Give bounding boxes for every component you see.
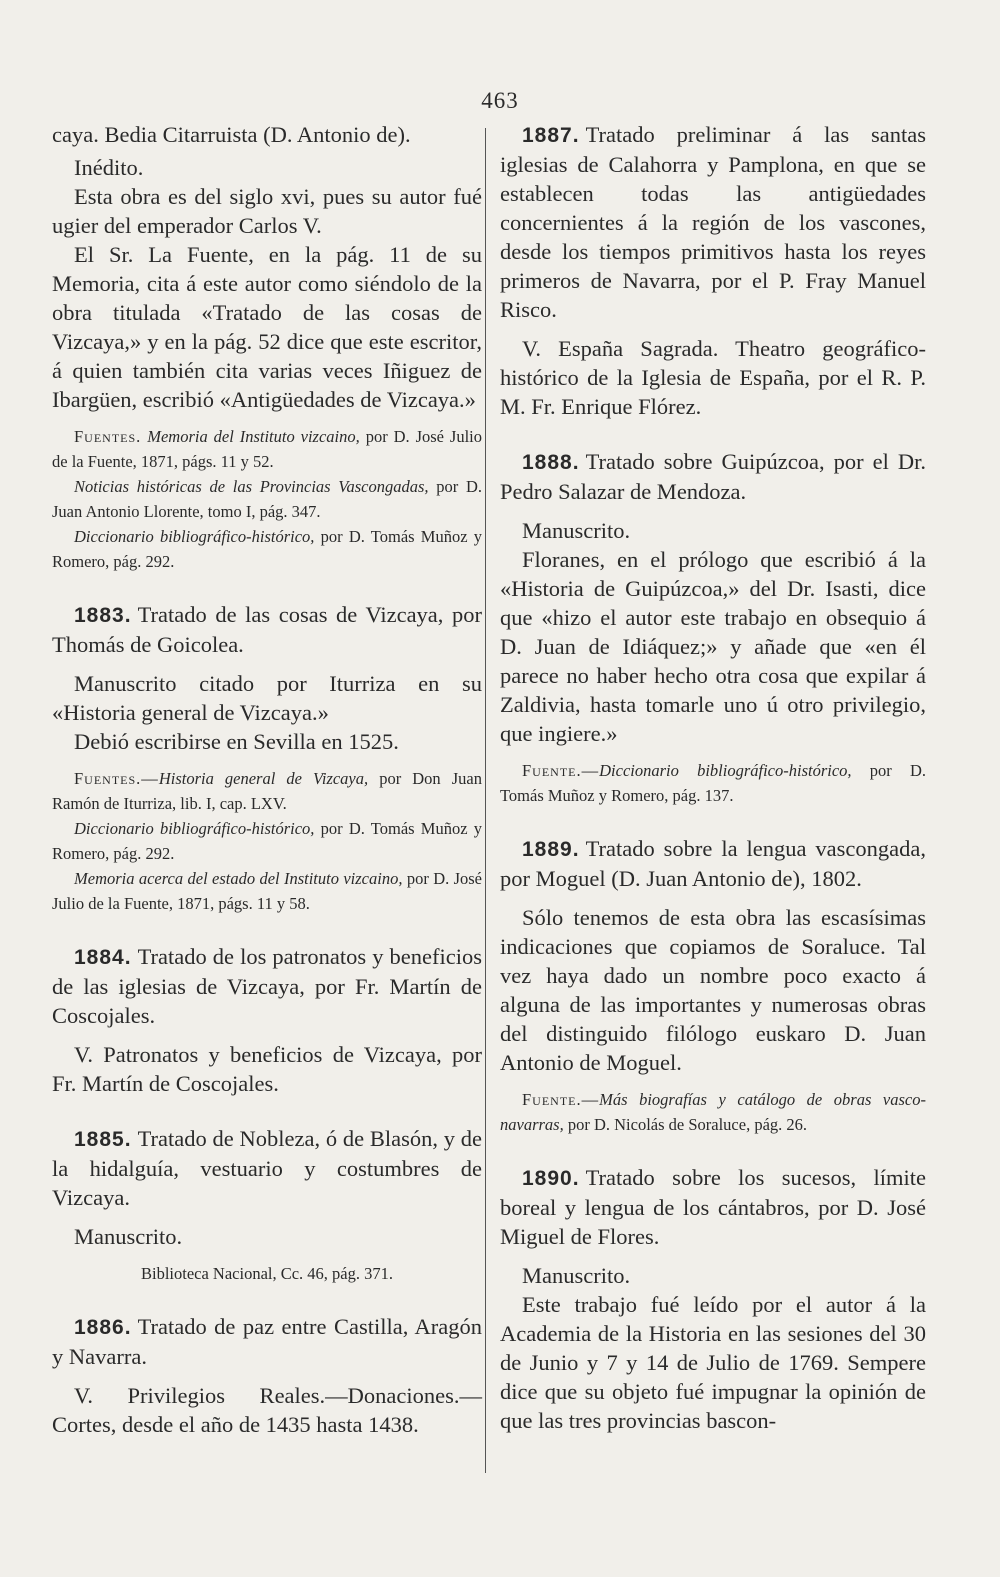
left-column <box>52 120 482 1439</box>
entry-1883 <box>52 600 482 916</box>
paragraph: Inédito. <box>74 155 144 180</box>
intro-line: caya. Bedia Citarruista (D. Antonio de). <box>52 122 411 147</box>
entry-number: 1886. <box>74 1316 132 1339</box>
right-column <box>500 120 926 1435</box>
entry-heading: 1885. Tratado de Nobleza, ó de Blasón, y de la hidalguía, vestuario y costumbres de Vizcaya. <box>52 1126 482 1210</box>
entry-number: 1889. <box>522 838 580 861</box>
entry-heading: 1884. Tratado de los patronatos y beneficios de las iglesias de Vizcaya, por Fr. Martín de Coscojales. <box>52 944 482 1028</box>
source-citation: Fuentes.—Historia general de Vizcaya, por Don Juan Ramón de Iturriza, lib. I, cap. LXV. <box>52 769 482 813</box>
entry-1884 <box>52 942 482 1098</box>
entry-1885 <box>52 1124 482 1286</box>
entry-number: 1883. <box>74 604 132 627</box>
paragraph: Esta obra es del siglo xvi, pues su autor fué ugier del emperador Carlos V. <box>52 184 482 238</box>
entry-number: 1887. <box>522 124 580 147</box>
location-note: Biblioteca Nacional, Cc. 46, pág. 371. <box>140 1264 394 1283</box>
entry-1888 <box>500 447 926 808</box>
entry-number: 1890. <box>522 1167 580 1190</box>
source-citation: Diccionario bibliográfico-histórico, por D. Tomás Muñoz y Romero, pág. 292. <box>52 819 482 863</box>
entry-heading: 1889. Tratado sobre la lengua vascongada, por Moguel (D. Juan Antonio de), 1802. <box>500 836 926 891</box>
source-citation: Fuente.—Diccionario bibliográfico-histórico, por D. Tomás Muñoz y Romero, pág. 137. <box>500 761 926 805</box>
entry-1890 <box>500 1163 926 1435</box>
paragraph: Debió escribirse en Sevilla en 1525. <box>74 729 399 754</box>
paragraph: Manuscrito citado por Iturriza en su «Historia general de Vizcaya.» <box>52 671 482 725</box>
paragraph: Floranes, en el prólogo que escribió á la «Historia de Guipúzcoa,» del Dr. Isasti, dice que «hizo el autor este trabajo en obsequio á D. Juan de Idiáquez;» y añade que «en él parece no haber hecho otra cosa que expilar á Zaldivia, hasta tomarle uno ú otro privilegio, que ingiere.» <box>500 547 926 746</box>
entry-1887 <box>500 120 926 421</box>
entry-1889 <box>500 834 926 1137</box>
entry-heading: 1890. Tratado sobre los sucesos, límite boreal y lengua de los cántabros, por D. José Miguel de Flores. <box>500 1165 926 1249</box>
source-citation: Fuente.—Más biografías y catálogo de obras vasco-navarras, por D. Nicolás de Soraluce, pág. 26. <box>500 1090 926 1134</box>
source-citation: Noticias históricas de las Provincias Vascongadas, por D. Juan Antonio Llorente, tomo I, pág. 347. <box>52 477 482 521</box>
source-citation: Memoria acerca del estado del Instituto vizcaino, por D. José Julio de la Fuente, 1871, págs. 11 y 58. <box>52 869 483 913</box>
paragraph: V. España Sagrada. Theatro geográfico-histórico de la Iglesia de España, por el R. P. M. Fr. Enrique Flórez. <box>500 336 926 419</box>
paragraph: Manuscrito. <box>522 518 631 543</box>
entry-1886 <box>52 1312 482 1439</box>
paragraph: Manuscrito. <box>74 1224 183 1249</box>
paragraph: Manuscrito. <box>522 1263 631 1288</box>
entry-number: 1888. <box>522 451 580 474</box>
page-number: 463 <box>481 88 519 113</box>
source-citation: Fuentes. Memoria del Instituto vizcaino, por D. José Julio de la Fuente, 1871, págs. 11 y 52. <box>52 427 482 471</box>
paragraph: V. Patronatos y beneficios de Vizcaya, por Fr. Martín de Coscojales. <box>52 1042 482 1096</box>
entry-heading: 1886. Tratado de paz entre Castilla, Aragón y Navarra. <box>52 1314 482 1369</box>
paragraph: El Sr. La Fuente, en la pág. 11 de su Memoria, cita á este autor como siéndolo de la obra titulada «Tratado de las cosas de Vizcaya,» y en la pág. 52 dice que este escritor, á quien también cita varias veces Iñiguez de Ibargüen, escribió «Antigüedades de Vizcaya.» <box>52 242 482 412</box>
entry-number: 1885. <box>74 1128 132 1151</box>
paragraph: Este trabajo fué leído por el autor á la Academia de la Historia en las sesiones del 30 de Junio y 7 y 14 de Julio de 1769. Sempere dice que su objeto fué impugnar la opinión de que las tres provincias bascon- <box>500 1292 926 1433</box>
paragraph: Sólo tenemos de esta obra las escasísimas indicaciones que copiamos de Soraluce. Tal vez haya dado un nombre poco exacto á alguna de las importantes y numerosas obras del distinguido filólogo euskaro D. Juan Antonio de Moguel. <box>500 905 926 1075</box>
entry-number: 1884. <box>74 946 132 969</box>
paragraph: V. Privilegios Reales.—Donaciones.—Cortes, desde el año de 1435 hasta 1438. <box>52 1383 482 1437</box>
column-divider <box>485 128 486 1473</box>
source-citation: Diccionario bibliográfico-histórico, por D. Tomás Muñoz y Romero, pág. 292. <box>52 527 482 571</box>
entry-heading: 1888. Tratado sobre Guipúzcoa, por el Dr. Pedro Salazar de Mendoza. <box>500 449 926 504</box>
entry-heading: 1883. Tratado de las cosas de Vizcaya, por Thomás de Goicolea. <box>52 602 482 657</box>
entry-heading: 1887. Tratado preliminar á las santas iglesias de Calahorra y Pamplona, en que se establecen todas las antigüedades concernientes á la región de los vascones, desde los tiempos primitivos hasta los reyes primeros de Navarra, por el P. Fray Manuel Risco. <box>500 122 926 322</box>
